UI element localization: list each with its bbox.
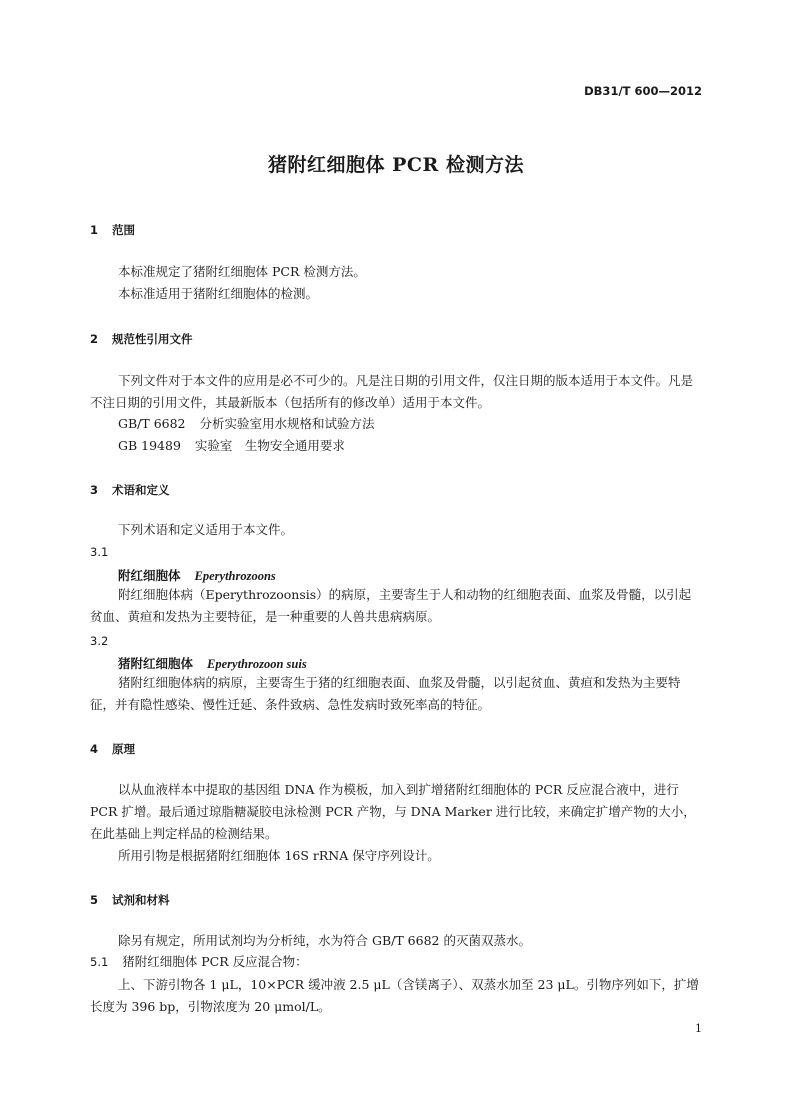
reference-title: 分析实验室用水规格和试验方法 — [199, 416, 375, 431]
section-title: 规范性引用文件 — [112, 332, 193, 346]
paragraph: 下列术语和定义适用于本文件。 — [118, 522, 294, 537]
section-3-heading — [90, 482, 170, 498]
term-entry — [118, 654, 307, 672]
section-4-heading — [90, 741, 135, 757]
term-name: 附红细胞体 — [118, 568, 181, 583]
paragraph: 下列文件对于本文件的应用是必不可少的。凡是注日期的引用文件，仅注日期的版本适用于本文件。凡是不注日期的引用文件，其最新版本（包括所有的修改单）适用于本文件。 — [90, 373, 694, 410]
paragraph: 除另有规定，所用试剂均为分析纯，水为符合 GB/T 6682 的灭菌双蒸水。 — [118, 933, 531, 948]
document-title: 猪附红细胞体 PCR 检测方法 — [268, 154, 524, 176]
clause-title: 猪附红细胞体 PCR 反应混合物： — [122, 954, 308, 969]
paragraph: 以从血液样本中提取的基因组 DNA 作为模板，加入到扩增猪附红细胞体的 PCR 反应混合液中，进行 PCR 扩增。最后通过琼脂糖凝胶电泳检测 PCR 产物，与 DNA Marker 进行比较，来确定扩增产物的大小，在此基础上判定样品的检测结果。 — [90, 782, 696, 841]
term-entry — [118, 566, 276, 584]
term-latin: Eperythrozoons — [194, 569, 276, 583]
reference-code: GB 19489 — [118, 438, 181, 453]
section-number: 4 — [90, 742, 99, 756]
section-title: 范围 — [112, 223, 135, 237]
term-latin: Eperythrozoon suis — [207, 657, 307, 671]
subclause-5-1 — [90, 952, 308, 970]
clause-number: 3.2 — [90, 634, 109, 648]
reference-title: 实验室 生物安全通用要求 — [194, 438, 345, 453]
section-number: 5 — [90, 893, 99, 907]
section-number: 1 — [90, 223, 99, 237]
section-5-heading — [90, 892, 170, 908]
term-name: 猪附红细胞体 — [118, 656, 194, 671]
normative-reference — [118, 414, 375, 432]
section-title: 试剂和材料 — [112, 893, 170, 907]
paragraph: 所用引物是根据猪附红细胞体 16S rRNA 保守序列设计。 — [118, 848, 440, 863]
section-2-heading — [90, 331, 193, 347]
normative-reference — [118, 436, 345, 454]
paragraph: 本标准规定了猪附红细胞体 PCR 检测方法。 — [118, 264, 366, 279]
term-definition: 猪附红细胞体病的病原，主要寄生于猪的红细胞表面、血浆及骨髓，以引起贫血、黄疸和发热为主要特征，并有隐性感染、慢性迁延、条件致病、急性发病时致死率高的特征。 — [90, 675, 681, 712]
section-1-heading — [90, 222, 135, 238]
clause-number: 5.1 — [90, 955, 109, 969]
clause-number: 3.1 — [90, 545, 109, 559]
paragraph: 上、下游引物各 1 μL，10×PCR 缓冲液 2.5 μL（含镁离子）、双蒸水加至 23 μL。引物序列如下，扩增长度为 396 bp，引物浓度为 20 μmol/L。 — [90, 977, 699, 1014]
reference-code: GB/T 6682 — [118, 416, 186, 431]
term-definition: 附红细胞体病（Eperythrozoonsis）的病原，主要寄生于人和动物的红细胞表面、血浆及骨髓，以引起贫血、黄疸和发热为主要特征，是一种重要的人兽共患病病原。 — [90, 587, 692, 624]
page-number: 1 — [695, 1022, 702, 1035]
section-number: 2 — [90, 332, 99, 346]
standard-code: DB31/T 600—2012 — [584, 84, 702, 98]
paragraph: 本标准适用于猪附红细胞体的检测。 — [118, 286, 319, 301]
section-title: 原理 — [112, 742, 135, 756]
section-number: 3 — [90, 483, 99, 497]
section-title: 术语和定义 — [112, 483, 170, 497]
